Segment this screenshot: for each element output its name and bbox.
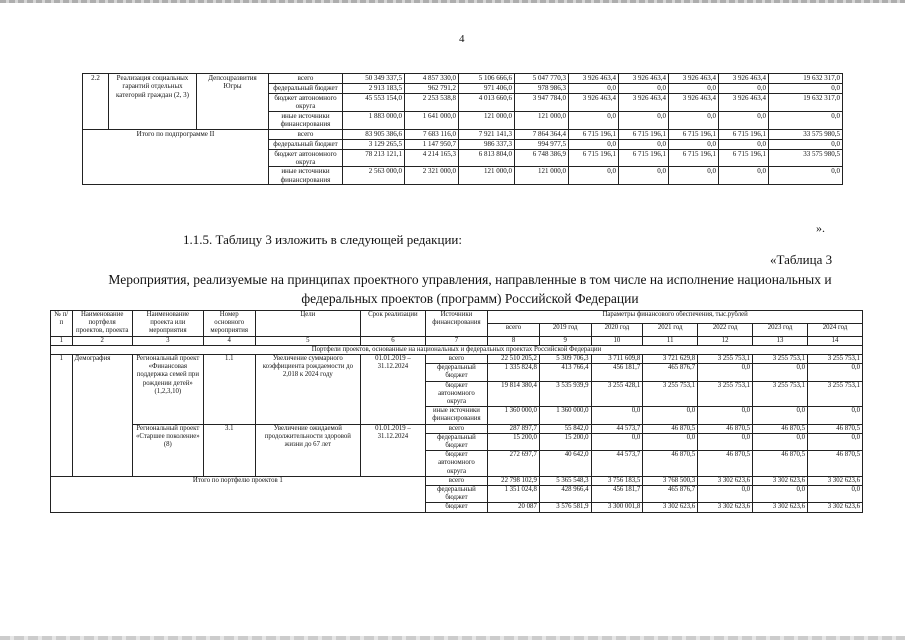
portfolio-name: Демография [72, 355, 132, 477]
value-cell: 19 814 380,4 [488, 381, 540, 407]
value-cell: 0,0 [643, 433, 698, 450]
source-cell: всего [269, 74, 343, 84]
value-cell: 33 575 980,5 [769, 129, 843, 139]
value-cell: 1 360 000,0 [488, 407, 540, 424]
value-cell: 3 947 784,0 [515, 94, 569, 112]
value-cell: 2 253 538,8 [405, 94, 459, 112]
value-cell: 0,0 [619, 84, 669, 94]
value-cell: 46 870,5 [808, 451, 863, 477]
source-cell: бюджет автономного округа [425, 381, 487, 407]
source-cell: федеральный бюджет [425, 433, 487, 450]
value-cell: 465 876,7 [643, 364, 698, 381]
header-year: 2019 год [539, 323, 591, 336]
project-name: Региональный проект «Финансовая поддержка семей при рождении детей» (1,2,3,10) [132, 355, 203, 425]
row-executor-cell: Депсоцразвития Югры [197, 74, 269, 130]
value-cell: 3 926 463,4 [619, 94, 669, 112]
value-cell: 0,0 [569, 167, 619, 185]
value-cell: 3 255 428,1 [591, 381, 643, 407]
value-cell: 3 768 500,3 [643, 476, 698, 485]
total-label-cell: Итого по подпрограмме II [83, 129, 269, 185]
value-cell: 0,0 [719, 167, 769, 185]
value-cell: 6 715 196,1 [569, 129, 619, 139]
value-cell: 3 302 623,6 [808, 503, 863, 512]
source-cell: федеральный бюджет [425, 364, 487, 381]
value-cell: 3 255 753,1 [808, 355, 863, 364]
value-cell: 0,0 [569, 84, 619, 94]
projects-table [50, 310, 863, 513]
value-cell: 3 926 463,4 [719, 94, 769, 112]
value-cell: 15 200,0 [488, 433, 540, 450]
header-year: 2024 год [808, 323, 863, 336]
value-cell: 4 214 165,3 [405, 149, 459, 167]
instruction-text: 1.1.5. Таблицу 3 изложить в следующей редакции: [183, 232, 462, 247]
column-number: 1 [51, 336, 73, 345]
value-cell: 45 553 154,0 [343, 94, 405, 112]
value-cell: 55 842,0 [539, 424, 591, 433]
value-cell: 1 351 024,8 [488, 486, 540, 503]
value-cell: 44 573,7 [591, 451, 643, 477]
column-number: 3 [132, 336, 203, 345]
value-cell: 0,0 [591, 433, 643, 450]
value-cell: 272 697,7 [488, 451, 540, 477]
row-name-cell: Реализация социальных гарантий отдельных категорий граждан (2, 3) [109, 74, 197, 130]
value-cell: 978 986,3 [515, 84, 569, 94]
column-number: 13 [753, 336, 808, 345]
value-cell: 0,0 [669, 139, 719, 149]
value-cell: 0,0 [753, 433, 808, 450]
source-cell: федеральный бюджет [425, 486, 487, 503]
value-cell: 4 857 330,0 [405, 74, 459, 84]
value-cell: 3 255 753,1 [698, 355, 753, 364]
source-cell: всего [425, 355, 487, 364]
value-cell: 3 302 623,6 [643, 503, 698, 512]
value-cell: 0,0 [753, 486, 808, 503]
value-cell: 3 302 623,6 [698, 503, 753, 512]
value-cell: 456 181,7 [591, 486, 643, 503]
value-cell: 7 864 364,4 [515, 129, 569, 139]
section-row: Портфели проектов, основанные на национальных и федеральных проектах Российской Федерации [51, 345, 863, 354]
value-cell: 6 715 196,1 [669, 129, 719, 139]
header-year: 2020 год [591, 323, 643, 336]
column-number: 2 [72, 336, 132, 345]
value-cell: 46 870,5 [808, 424, 863, 433]
header-goals: Цели [255, 311, 361, 337]
value-cell: 6 715 196,1 [569, 149, 619, 167]
value-cell: 0,0 [753, 364, 808, 381]
value-cell: 3 756 183,5 [591, 476, 643, 485]
value-cell: 6 715 196,1 [719, 129, 769, 139]
value-cell: 3 255 753,1 [753, 355, 808, 364]
value-cell: 4 013 660,6 [459, 94, 515, 112]
main-event-number: 1.1 [203, 355, 255, 425]
table-row [83, 74, 843, 84]
value-cell: 1 883 000,0 [343, 111, 405, 129]
project-name: Региональный проект «Старшее поколение» (8) [132, 424, 203, 476]
source-cell: федеральный бюджет [269, 139, 343, 149]
value-cell: 6 715 196,1 [669, 149, 719, 167]
value-cell: 6 748 386,9 [515, 149, 569, 167]
value-cell: 3 255 753,1 [808, 381, 863, 407]
project-goal: Увеличение ожидаемой продолжительности здоровой жизни до 67 лет [255, 424, 361, 476]
source-cell: всего [269, 129, 343, 139]
header-total: всего [488, 323, 540, 336]
table-row [51, 336, 863, 345]
value-cell: 0,0 [719, 111, 769, 129]
value-cell: 0,0 [808, 407, 863, 424]
value-cell: 3 302 623,6 [753, 503, 808, 512]
header-year: 2021 год [643, 323, 698, 336]
column-number: 14 [808, 336, 863, 345]
source-cell: бюджет автономного округа [269, 149, 343, 167]
value-cell: 6 715 196,1 [719, 149, 769, 167]
value-cell: 0,0 [698, 407, 753, 424]
value-cell: 33 575 980,5 [769, 149, 843, 167]
source-cell: иные источники финансирования [425, 407, 487, 424]
value-cell: 5 365 548,3 [539, 476, 591, 485]
table-row [51, 345, 863, 354]
value-cell: 413 766,4 [539, 364, 591, 381]
value-cell: 46 870,5 [643, 424, 698, 433]
value-cell: 1 641 000,0 [405, 111, 459, 129]
value-cell: 3 302 623,6 [808, 476, 863, 485]
table-row [51, 424, 863, 433]
table-heading: Мероприятия, реализуемые на принципах проектного управления, направленные в том числе на исполнение национальных и федеральных проектов (программ) Российской Федерации [108, 272, 832, 306]
value-cell: 78 213 121,1 [343, 149, 405, 167]
scan-edge-top [0, 0, 905, 3]
header-main-number: Номер основного мероприятия [203, 311, 255, 337]
value-cell: 20 087 [488, 503, 540, 512]
value-cell: 0,0 [569, 111, 619, 129]
column-number: 11 [643, 336, 698, 345]
table-row [51, 355, 863, 364]
source-cell: бюджет автономного округа [425, 451, 487, 477]
source-cell: бюджет [425, 503, 487, 512]
value-cell: 3 302 623,6 [753, 476, 808, 485]
value-cell: 19 632 317,0 [769, 94, 843, 112]
value-cell: 0,0 [719, 84, 769, 94]
value-cell: 428 966,4 [539, 486, 591, 503]
value-cell: 971 406,0 [459, 84, 515, 94]
page-number: 4 [459, 33, 465, 45]
table-label: «Таблица 3 [770, 252, 833, 267]
table-row [51, 311, 863, 324]
value-cell: 3 926 463,4 [719, 74, 769, 84]
value-cell: 962 791,2 [405, 84, 459, 94]
value-cell: 5 309 706,3 [539, 355, 591, 364]
table-row [83, 129, 843, 139]
value-cell: 46 870,5 [698, 424, 753, 433]
source-cell: федеральный бюджет [269, 84, 343, 94]
header-project: Наименование проекта или мероприятия [132, 311, 203, 337]
value-cell: 121 000,0 [459, 111, 515, 129]
value-cell: 0,0 [569, 139, 619, 149]
value-cell: 0,0 [591, 407, 643, 424]
header-term: Срок реализации [361, 311, 426, 337]
closing-quote: ». [816, 221, 825, 235]
header-year: 2023 год [753, 323, 808, 336]
header-num: № п/п [51, 311, 73, 337]
value-cell: 0,0 [753, 407, 808, 424]
value-cell: 15 200,0 [539, 433, 591, 450]
value-cell: 2 913 183,5 [343, 84, 405, 94]
value-cell: 0,0 [808, 433, 863, 450]
value-cell: 46 870,5 [698, 451, 753, 477]
value-cell: 0,0 [619, 111, 669, 129]
source-cell: иные источники финансирования [269, 111, 343, 129]
value-cell: 0,0 [769, 139, 843, 149]
value-cell: 0,0 [669, 84, 719, 94]
project-term: 01.01.2019 – 31.12.2024 [361, 424, 426, 476]
value-cell: 994 977,5 [515, 139, 569, 149]
main-event-number: 3.1 [203, 424, 255, 476]
row-number-cell: 2.2 [83, 74, 109, 130]
value-cell: 0,0 [669, 111, 719, 129]
value-cell: 0,0 [808, 486, 863, 503]
project-goal: Увеличение суммарного коэффициента рождаемости до 2,018 к 2024 году [255, 355, 361, 425]
value-cell: 465 876,7 [643, 486, 698, 503]
value-cell: 2 563 000,0 [343, 167, 405, 185]
table-row [51, 476, 863, 485]
value-cell: 456 181,7 [591, 364, 643, 381]
value-cell: 50 349 337,5 [343, 74, 405, 84]
value-cell: 6 715 196,1 [619, 149, 669, 167]
source-cell: всего [425, 476, 487, 485]
value-cell: 986 337,3 [459, 139, 515, 149]
value-cell: 6 715 196,1 [619, 129, 669, 139]
value-cell: 0,0 [808, 364, 863, 381]
value-cell: 3 255 753,1 [753, 381, 808, 407]
value-cell: 3 535 939,9 [539, 381, 591, 407]
subprogram-table [82, 73, 843, 185]
value-cell: 44 573,7 [591, 424, 643, 433]
value-cell: 5 106 666,6 [459, 74, 515, 84]
value-cell: 121 000,0 [459, 167, 515, 185]
value-cell: 7 921 141,3 [459, 129, 515, 139]
value-cell: 0,0 [619, 167, 669, 185]
value-cell: 46 870,5 [643, 451, 698, 477]
value-cell: 3 302 623,6 [698, 476, 753, 485]
header-year: 2022 год [698, 323, 753, 336]
value-cell: 22 510 205,2 [488, 355, 540, 364]
value-cell: 1 335 824,8 [488, 364, 540, 381]
value-cell: 3 926 463,4 [669, 74, 719, 84]
value-cell: 0,0 [769, 84, 843, 94]
source-cell: бюджет автономного округа [269, 94, 343, 112]
source-cell: иные источники финансирования [269, 167, 343, 185]
value-cell: 3 721 629,8 [643, 355, 698, 364]
value-cell: 19 632 317,0 [769, 74, 843, 84]
value-cell: 3 576 581,9 [539, 503, 591, 512]
value-cell: 3 926 463,4 [569, 74, 619, 84]
header-sources: Источники финансирования [425, 311, 487, 337]
value-cell: 0,0 [698, 433, 753, 450]
value-cell: 121 000,0 [515, 111, 569, 129]
column-number: 4 [203, 336, 255, 345]
value-cell: 1 147 950,7 [405, 139, 459, 149]
value-cell: 3 926 463,4 [669, 94, 719, 112]
column-number: 6 [361, 336, 426, 345]
column-number: 7 [425, 336, 487, 345]
header-params: Параметры финансового обеспечения, тыс.рублей [488, 311, 863, 324]
value-cell: 121 000,0 [515, 167, 569, 185]
value-cell: 0,0 [769, 167, 843, 185]
value-cell: 40 642,0 [539, 451, 591, 477]
value-cell: 22 798 102,9 [488, 476, 540, 485]
column-number: 12 [698, 336, 753, 345]
value-cell: 0,0 [769, 111, 843, 129]
value-cell: 7 683 116,0 [405, 129, 459, 139]
column-number: 10 [591, 336, 643, 345]
value-cell: 3 300 001,8 [591, 503, 643, 512]
value-cell: 3 926 463,4 [569, 94, 619, 112]
value-cell: 0,0 [698, 486, 753, 503]
portfolio-total-label: Итого по портфелю проектов 1 [51, 476, 426, 512]
value-cell: 3 926 463,4 [619, 74, 669, 84]
value-cell: 0,0 [643, 407, 698, 424]
value-cell: 0,0 [698, 364, 753, 381]
value-cell: 3 255 753,1 [698, 381, 753, 407]
column-number: 5 [255, 336, 361, 345]
value-cell: 5 047 770,3 [515, 74, 569, 84]
header-portfolio: Наименование портфеля проектов, проекта [72, 311, 132, 337]
scan-edge-bottom [0, 636, 905, 640]
source-cell: всего [425, 424, 487, 433]
value-cell: 287 897,7 [488, 424, 540, 433]
value-cell: 2 321 000,0 [405, 167, 459, 185]
column-number: 8 [488, 336, 540, 345]
value-cell: 3 711 609,8 [591, 355, 643, 364]
project-term: 01.01.2019 – 31.12.2024 [361, 355, 426, 425]
value-cell: 0,0 [719, 139, 769, 149]
value-cell: 0,0 [669, 167, 719, 185]
value-cell: 3 255 753,1 [643, 381, 698, 407]
value-cell: 6 813 804,0 [459, 149, 515, 167]
portfolio-number: 1 [51, 355, 73, 477]
value-cell: 46 870,5 [753, 451, 808, 477]
column-number: 9 [539, 336, 591, 345]
value-cell: 1 360 000,0 [539, 407, 591, 424]
value-cell: 0,0 [619, 139, 669, 149]
value-cell: 3 129 265,5 [343, 139, 405, 149]
value-cell: 46 870,5 [753, 424, 808, 433]
value-cell: 83 905 386,6 [343, 129, 405, 139]
